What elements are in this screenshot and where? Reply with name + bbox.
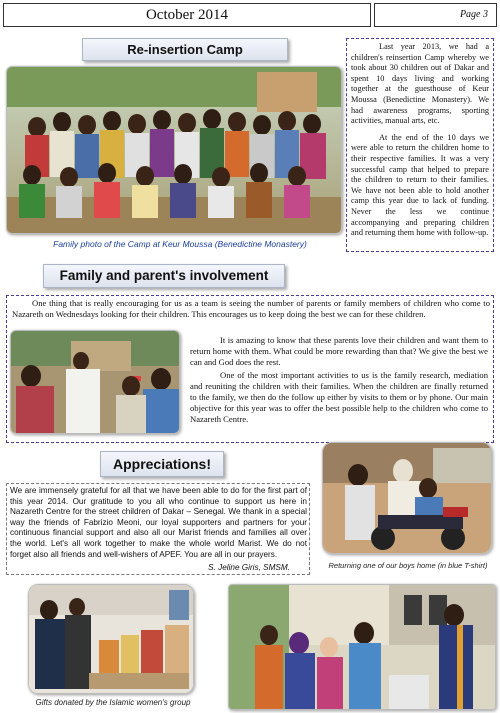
family-title: Family and parent's involvement: [43, 264, 285, 288]
family-parents-photo: [10, 330, 180, 434]
camp-group-image: [7, 67, 342, 234]
reinsertion-paragraph-1: Last year 2013, we had a children's reinsertion Camp whereby we took about 30 children out of Dakar and spent 10 days living and working together at the guesthouse of Keur Moussa (Benedictine Monastery). We had awareness programs, sporting activities, manual arts, etc.: [351, 42, 489, 126]
gifts-caption: Gifts donated by the Islamic women's group: [35, 698, 191, 707]
motorbike-caption: Returning one of our boys home (in blue T-shirt): [328, 561, 488, 570]
family-paragraph-1: One thing that is really encouraging for us as a team is seeing the number of parents or family members of children who come to Nazareth on Wednesdays looking for their children. This encourages us to keep doing the best we can for these children.: [12, 298, 490, 319]
reinsertion-title: Re-insertion Camp: [82, 38, 288, 61]
reinsertion-paragraph-2: At the end of the 10 days we were able to return the children home to their respective families. It was a very successful camp that helped to prepare the children to return to their families. We have not been able to hold another camp this year due to lack of funding. Never the less we continue accompanying and preparing children and returning them home with follow-up.: [351, 132, 489, 238]
women-group-photo: [228, 584, 496, 710]
appreciations-signature: S. Jeline Giris, SMSM.: [208, 563, 290, 572]
family-paragraph-2: It is amazing to know that these parents love their children and want them to return home with them. What could be more rewarding than that? We give the best we can and God does the rest.: [190, 335, 488, 367]
family-parents-image: [11, 331, 180, 434]
motorbike-photo: [322, 442, 492, 554]
page-number: Page 3: [374, 3, 497, 27]
gifts-photo: [28, 584, 194, 694]
family-paragraph-3: One of the most important activities to us is the family research, mediation and reuniting the children with their families. When the children are finally returned to the family, we then do the follow up either by visits to them or by phone. Our main objective for this year was to offer the best possible help to the children who come to Nazareth Centre.: [190, 370, 488, 424]
appreciations-title: Appreciations!: [100, 451, 224, 477]
reinsertion-text-box: [346, 38, 494, 252]
gifts-image: [29, 585, 194, 694]
women-group-image: [229, 585, 496, 710]
issue-month: October 2014: [3, 3, 371, 27]
camp-group-photo: [6, 66, 342, 234]
motorbike-image: [323, 443, 492, 554]
camp-photo-caption: Family photo of the Camp at Keur Moussa (Benedictine Monastery): [53, 239, 307, 249]
appreciations-body: We are immensely grateful for all that we have been able to do for the first part of this year 2014. Our gratitude to you all who continue to support us here in Nazareth Centre for the street children of Dakar – Senegal. We thank in a special way the friends of Fabrizio Meoni, our loyal supporters and partners for your continuous financial support and also all our Marist friends and families all over the world. Let's all work together to make the whole world Marist. We do not forget also all friends and well-wishers of APEF. You are all in our prayers.: [10, 486, 307, 559]
